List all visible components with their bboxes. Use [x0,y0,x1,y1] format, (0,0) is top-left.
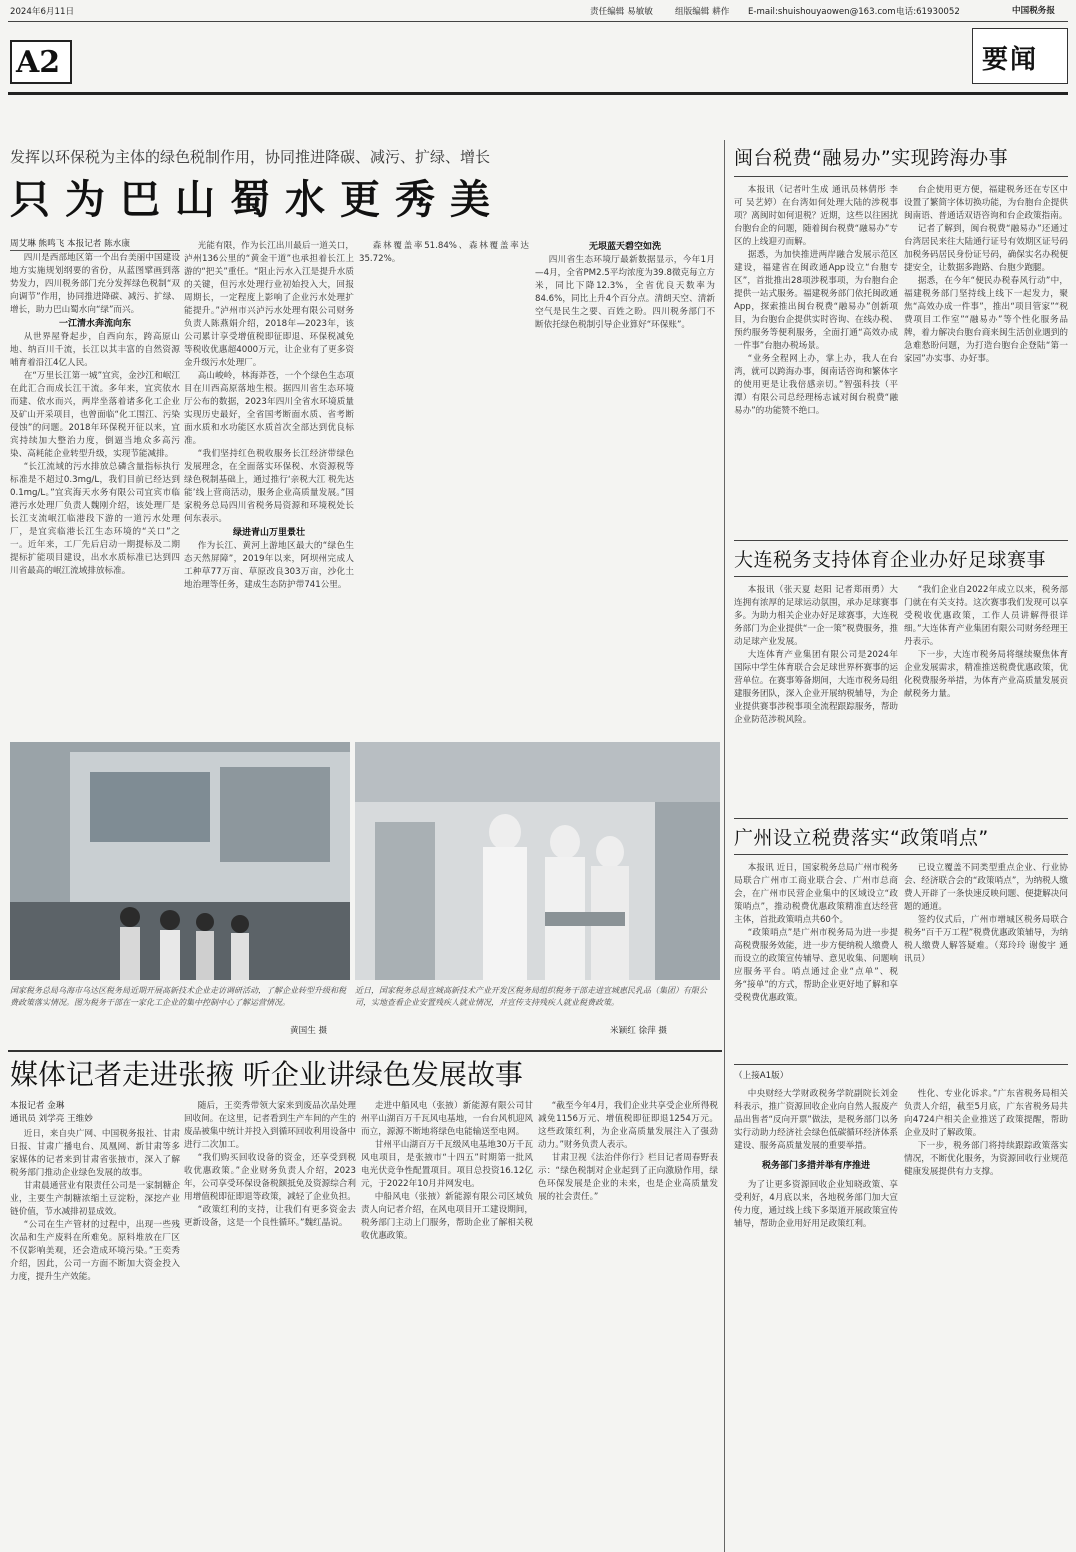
article3-col-1 [734,584,898,810]
article4-top-rule [734,818,1068,819]
article5-title: 媒体记者走进张掖 听企业讲绿色发展故事 [10,1058,523,1091]
caption-right-text: 近日，国家税务总局宣城高新技术产业开发区税务局组织税务干部走进宣城惠民乳品（集团）有限公司，实地查看企业安置残疾人就业情况，并宣传支持残疾人就业税费政策。 [355,986,707,1007]
paragraph: 大连体育产业集团有限公司是2024年国际中学生体育联合会足球世界杯赛事的运营单位。在赛事筹备期间，大连市税务局组建服务团队，深入企业开展纳税辅导，为企业提供赛事涉税事项全流程跟踪服务，帮助企业防范涉税风险。 [734,650,898,725]
article3-col-2 [904,584,1068,810]
paragraph: 据悉，在今年“便民办税春风行动”中，福建税务部门坚持线上线下一起发力，聚焦“高效办成一件事”，推出“项目管家”“税费项目工作室”“融易办”等个性化服务品牌，着力解决台胞台商来闽生活创业遇到的急难愁盼问题，为打造台胞台企登陆“第一家园”办实事、办好事。 [904,276,1068,364]
subheading: 无垠蓝天碧空如洗 [588,242,661,252]
paragraph: 中央财经大学财政税务学院副院长刘金科表示，推广资源回收企业向自然人报废产品出售者“反向开票”做法，是税务部门以务实行动助力经济社会绿色低碳循环经济体系建设、服务高质量发展的重要举措。 [734,1089,898,1151]
lead-col-2 [184,240,354,732]
designer-credit: 组版编辑 耕作 [675,7,730,17]
paragraph: 作为长江、黄河上游地区最大的“绿色生态天然屏障”，2019年以来，阿坝州完成人工种草77万亩、草原改良303万亩，沙化土地治理等任务，建成生态防护带741公里。 [184,541,354,590]
paper-name: 中国税务报 [1012,6,1055,16]
article5-col-2 [184,1100,356,1548]
article3-rule [734,576,1068,577]
paragraph: “我们坚持红色税收服务长江经济带绿色发展理念，在全面落实环保税、水资源税等绿色税制基础上，通过推行‘亲税大江 税先达能’线上营商活动，服务企业高质量发展。”国家税务总局四川省税务局资源和环境税处长何东表示。 [184,449,354,524]
paragraph: 光能有限，作为长江出川最后一道关口，泸州136公里的“黄金干道”也承担着长江上游的“把关”重任。“阻止污水入江是提升水质的关键，但污水处理行业初始投入大，回报周期长，一定程度上影响了企业污水处理扩能提升。”泸州市兴泸污水处理有限公司财务负责人陈燕娟介绍，2018年—2023年，该公司累计享受增值税即征即退、环保税减免等税收优惠超4000万元，让企业有了更多资金升级污水处理厂。 [184,241,354,368]
paragraph: 下一步，大连市税务局将继续聚焦体育企业发展需求，精准推送税费优惠政策，优化税费服务举措，为体育产业高质量发展贡献税务力量。 [904,650,1068,699]
paragraph: 据悉，为加快推进两岸融合发展示范区建设，福建省在闽政通App设立“台胞专区”，首批推出28项涉税事项，为台胞台企提供一站式服务。福建税务部门依托闽政通App，探索推出闽台税费“融易办”创新项目，为台胞台企提供实时咨询、在线办税、预约服务等便利服务，全面打通“高效办成一件事”台胞办税场景。 [734,250,898,351]
issue-date: 2024年6月11日 [10,7,75,17]
section-tab [972,28,1068,84]
article3-top-rule [734,540,1068,541]
paragraph: 记者了解到，闽台税费“融易办”还通过台湾居民来往大陆通行证号有效期区证号码加税务码居民身份证号码，确保实名办税便捷安全，让数据多跑路、台胞少跑腿。 [904,224,1068,273]
paragraph: 甘肃晨通营业有限责任公司是一家制糖企业，主要生产制糖浓缩土豆淀粉，深挖产业链价值，节水减排初显成效。 [10,1181,180,1217]
article2-rule [734,176,1068,177]
section-name: 要闻 [982,45,1039,75]
header-rule [8,21,1068,22]
photo-left-image [10,742,350,980]
article4-col-1 [734,862,898,1058]
paragraph: 台企使用更方便，福建税务还在专区中设置了繁简字体切换功能，为台胞台企提供闽南语、普通话双语咨询和台企政策指南。 [904,185,1068,221]
masthead-rule [8,92,1068,95]
lead-col-1 [10,252,180,732]
page-number-text: A2 [16,45,61,80]
paragraph: “业务全程网上办，掌上办，我人在台湾，就可以跨海办事，闽南话咨询和繁体字的使用更是让我倍感亲切。”智强科技（平潭）有限公司总经理杨志诚对闽台税费“融易办”的功能赞不绝口。 [734,354,898,416]
paragraph: “公司在生产管材的过程中，出现一些残次品和生产废料在所难免。原料堆放在厂区不仅影响美观，还会造成环境污染。”王奕秀介绍，因此，公司一方面不断加大资金投入力度，提升生产效能。 [10,1220,180,1282]
page-number [10,40,72,84]
paragraph: 四川是西部地区第一个出台美丽中国建设地方实施规划纲要的省份，从蓝图擘画到落势发力，四川税务部门充分发挥绿色税制“双向调节”作用，协同推进降碳、减污、扩绿、增长，助力巴山蜀水向“绿”而兴。 [10,253,180,315]
paragraph: 本报讯（张天夏 赵阳 记者郑雨勇）大连拥有浓厚的足球运动氛围，承办足球赛事多。为助力相关企业办好足球赛事，大连税务部门为企业提供“一企一策”税费服务，推动足球产业发展。 [734,585,898,647]
article4-title: 广州设立税费落实“政策哨点” [734,827,989,849]
paragraph: 甘肃卫视《法治伴你行》栏目记者周春野表示：“绿色税制对企业起到了正向激励作用，绿色环保发展是企业的未来，也是企业高质量发展的社会责任。” [538,1153,718,1202]
paragraph: “长江流域的污水排放总磷含量指标执行标准是不超过0.3mg/L，我们目前已经达到0.1mg/L。”宜宾海天水务有限公司宜宾市临港污水处理厂负责人魏刚介绍，该处理厂是长江支流岷江临港段下游的一道污水处理厂，是宜宾临港长江生态环境的“关口”之一。近年来，工厂先后启动一期提标及二期提标扩能项目建设，出水水质标准已达到四川省最高的岷江流域排放标准。 [10,462,180,576]
caption-right-credit: 米颖红 徐萍 摄 [610,1026,668,1036]
paragraph: 高山峻岭，林海莽苍，一个个绿色生态项目在川西高原落地生根。据四川省生态环境厅公布的数据，2023年四川全省水环境质量实现历史最好，全省国考断面水质、省考断面水质和水功能区水质首次全部达到优良标准。 [184,371,354,446]
subheading: 绿进青山万里景壮 [232,528,305,538]
article5-col-3 [361,1100,533,1548]
article5-byline-2: 通讯员 刘学亮 王维妙 [10,1114,93,1124]
paragraph: 签约仪式后，广州市增城区税务局联合税务“百千万工程”税费优惠政策辅导，为纳税人缴费人解答疑难。（郑玲玲 谢俊宇 通讯员） [904,915,1068,964]
article3-title: 大连税务支持体育企业办好足球赛事 [734,549,1047,571]
editor-credit: 责任编辑 易敏敏 [590,7,653,17]
paragraph: 甘州平山湖百万千瓦级风电基地30万千瓦风电项目，是张掖市“十四五”时期第一批风电光伏竞争性配置项目。项目总投资16.12亿元，于2022年10月并网发电。 [361,1140,533,1189]
caption-left-credit: 黄国生 摄 [290,1026,328,1036]
section-rule [8,1050,722,1052]
lead-deck: 发挥以环保税为主体的绿色税制作用，协同推进降碳、减污、扩绿、增长 [10,148,491,166]
jump-col-1 [734,1088,898,1548]
lead-col-3 [359,240,529,732]
paragraph: 已设立覆盖不同类型重点企业、行业协会、经济联合会的“政策哨点”，为纳税人缴费人开辟了一条快速反映问题、便捷解决问题的通道。 [904,863,1068,912]
subheading: 税务部门多措并举有序推进 [761,1161,870,1171]
paragraph: 下一步，税务部门将持续跟踪政策落实情况，不断优化服务，为资源回收行业规范健康发展提供有力支撑。 [904,1141,1068,1177]
paragraph: 走进中船风电（张掖）新能源有限公司甘州平山湖百万千瓦风电基地，一台台风机迎风而立，源源不断地将绿色电能输送至电网。 [361,1101,533,1137]
paragraph: 近日，来自央广网、中国税务报社、甘肃日报、甘肃广播电台、凤凰网、新甘肃等多家媒体的记者来到甘肃省张掖市，深入了解税务部门推动企业绿色发展的故事。 [10,1129,180,1178]
jump-rule [734,1064,1068,1065]
paragraph: 本报讯 近日，国家税务总局广州市税务局联合广州市工商业联合会、广州市总商会，在广州市民营企业集中的区域设立“政策哨点”，推动税费优惠政策精准直达经营主体，首批政策哨点共60个。 [734,863,898,925]
header-bar [0,0,1076,22]
paragraph: 性化、专业化诉求。”广东省税务局相关负责人介绍，截至5月底，广东省税务局共向4724户相关企业推送了政策提醒，帮助企业及时了解政策。 [904,1089,1068,1138]
jump-col-2 [904,1088,1068,1548]
article2-col-1 [734,184,898,532]
lead-title: 只为巴山蜀水更秀美 [10,176,505,223]
article5-col-4 [538,1100,718,1548]
lead-byline: 周艾琳 熊鸣飞 本报记者 陈水康 [10,238,180,251]
article2-title: 闽台税费“融易办”实现跨海办事 [734,147,1009,169]
article4-col-2 [904,862,1068,1058]
paragraph: 在“万里长江第一城”宜宾，金沙江和岷江在此汇合而成长江干流。多年来，宜宾依水而建、依水而兴，两岸坐落着诸多化工企业及矿山开采项目，也曾面临“化工围江、污染侵蚀”的问题。2018年环保税开征以来，宜宾持续加大整治力度，倒逼当地众多高污染、高耗能企业转型升级，实现节能减排。 [10,371,180,459]
paragraph: 四川省生态环境厅最新数据显示，今年1月—4月，全省PM2.5平均浓度为39.8微克每立方米，同比下降12.3%，全省优良天数率为84.6%，同比上升4个百分点。清朗天空、清新空气是民生之要、百姓之盼。四川税务部门不断依托绿色税制引导企业算好“环保账”。 [535,255,715,330]
paragraph: “政策哨点”是广州市税务局为进一步提高税费服务效能，进一步方便纳税人缴费人而设立的政策宣传辅导、意见收集、问题响应服务平台。哨点通过企业“点单”、税务“接单”的方式，帮助企业更好地了解和享受税费优惠政策。 [734,928,898,1003]
paragraph: 从世界屋脊起步，自西向东，跨高原山地、纳百川千流，长江以其丰富的自然资源哺育着沿江4亿人民。 [10,332,180,368]
subheading: 一江清水奔流向东 [58,319,131,329]
email[interactable]: E-mail:shuishouyaowen@163.com [748,7,896,17]
article5-byline-1: 本报记者 金琳 [10,1101,65,1111]
caption-left-text: 国家税务总局乌海市乌达区税务局近期开展高新技术企业走访调研活动，了解企业转型升级和税费政策落实情况。图为税务干部在一家化工企业的集中控制中心了解运营情况。 [10,986,346,1007]
photo-right [355,742,720,980]
column-divider [724,140,725,1552]
paragraph: 本报讯（记者叶生成 通讯员林倩彤 李可 吴艺婷）在台湾如何处理大陆的涉税事项？离闽时如何退税？近期，这些以往困扰台胞台企的问题，随着闽台税费“融易办”专区的上线迎刃而解。 [734,185,898,247]
paragraph: “截至今年4月，我们企业共享受企业所得税减免1156万元、增值税即征即退1254万元。这些政策红利，为企业高质量发展注入了强劲动力。”财务负责人表示。 [538,1101,718,1150]
paragraph: “我们企业自2022年成立以来，税务部门就在有关支持。这次赛事我们发现可以享受税收优惠政策，工作人员讲解得很详细。”大连体育产业集团有限公司财务经理王丹表示。 [904,585,1068,647]
article2-col-2 [904,184,1068,532]
paragraph: “政策红利的支持，让我们有更多资金去更新设备，这是一个良性循环。”魏红晶说。 [184,1205,356,1228]
photo-left [10,742,350,980]
article5-col-1 [10,1128,180,1548]
article4-rule [734,854,1068,855]
jump-label: （上接A1版） [734,1071,789,1081]
lead-col-4 [535,240,715,732]
paragraph: 随后，王奕秀带领大家来到废品次品处理回收间。在这里，记者看到生产车间的产生的废品被集中统计并投入到循环回收利用设备中进行二次加工。 [184,1101,356,1150]
paragraph: “我们购买回收设备的资金，还享受到税收优惠政策。”企业财务负责人介绍，2023年，公司享受环保设备税额抵免及资源综合利用增值税即征即退等政策，减轻了企业负担。 [184,1153,356,1202]
photo-right-image [355,742,720,980]
paragraph: 中船风电（张掖）新能源有限公司区域负责人向记者介绍，在风电项目开工建设期间，税务部门主动上门服务，帮助企业了解相关税收优惠政策。 [361,1192,533,1241]
phone: 电话:61930052 [896,7,960,17]
paragraph: 森林覆盖率51.84%、森林覆盖率达35.72%。 [359,241,529,264]
paragraph: 为了让更多资源回收企业知晓政策、享受利好，4月底以来，各地税务部门加大宣传力度，通过线上线下多渠道开展政策宣传辅导，帮助企业用好用足政策红利。 [734,1180,898,1229]
